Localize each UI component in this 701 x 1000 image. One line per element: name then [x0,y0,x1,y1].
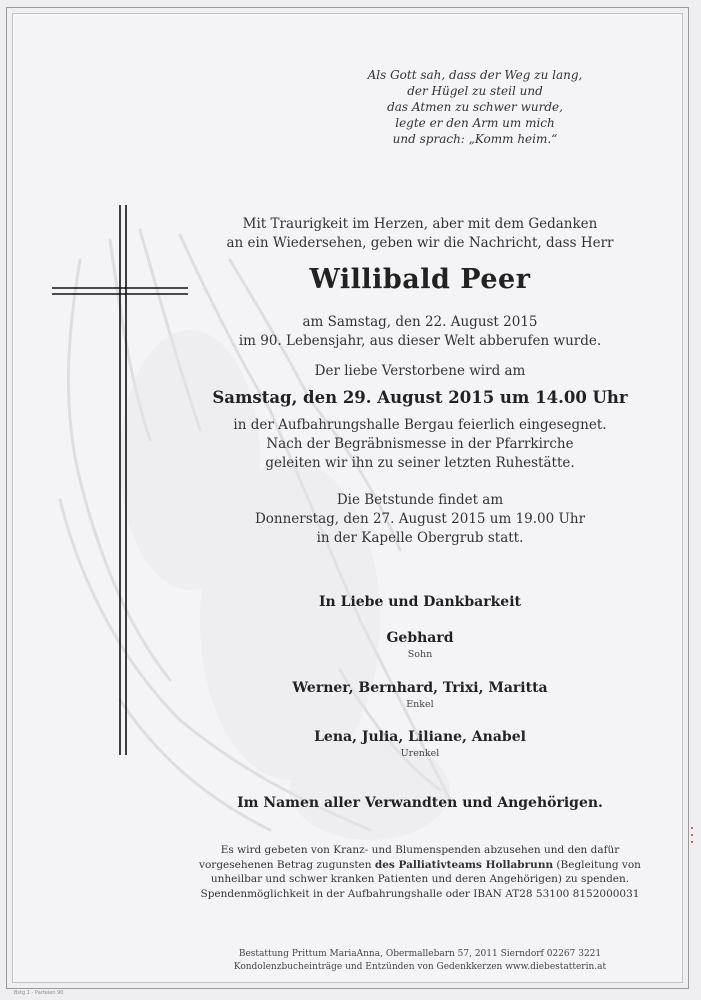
undertaker-footer [180,948,660,974]
donation-recipient: des Palliativteams Hollabrunn [374,858,554,871]
donation-note [180,843,660,901]
prayer-info [180,491,660,548]
mourner-relation: Urenkel [400,748,440,759]
intro-line: an ein Wiedersehen, geben wir die Nachricht, dass Herr [226,235,614,251]
undertaker-address: Bestattung Prittum MariaAnna, Obermallebarn 57, 2011 Sierndorf 02267 3221 [238,949,602,959]
donation-iban-line: Spendenmöglichkeit in der Aufbahrungshalle oder IBAN AT28 53100 8152000031 [200,887,640,900]
intro-text [180,215,660,253]
closing-line: Im Namen aller Verwandten und Angehörigen. [237,795,603,811]
death-age-line: im 90. Lebensjahr, aus dieser Welt abberufen wurde. [238,333,602,349]
donation-line: unheilbar und schwer kranken Patienten und deren Angehörigen) zu spenden. [210,873,630,885]
mourners-heading: In Liebe und Dankbarkeit [319,594,521,610]
print-mark: Bstg 1 - Parteien 90 [14,990,64,996]
mourner-relation: Enkel [406,699,434,710]
prayer-line: Die Betstunde findet am [336,492,504,508]
mourner-names: Gebhard [386,630,454,646]
poem-line: und sprach: „Komm heim.“ [392,132,558,146]
funeral-lead: Der liebe Verstorbene wird am [314,363,526,379]
poem-line: Als Gott sah, dass der Weg zu lang, [367,68,583,82]
poem-line: das Atmen zu schwer wurde, [387,100,563,114]
death-date-line: am Samstag, den 22. August 2015 [302,314,538,330]
poem [330,67,620,147]
funeral-line: Nach der Begräbnismesse in der Pfarrkirche [266,436,574,452]
donation-text: vorgesehenen Betrag zugunsten [199,858,375,871]
funeral-details [180,416,660,473]
edge-dots [690,825,694,845]
mourner-names: Lena, Julia, Liliane, Anabel [314,729,526,745]
funeral-date: Samstag, den 29. August 2015 um 14.00 Uhr [212,388,628,407]
donation-line [180,858,660,873]
funeral-line: in der Aufbahrungshalle Bergau feierlich eingesegnet. [233,417,607,433]
mourner-relation: Sohn [407,649,433,660]
deceased-name: Willibald Peer [309,264,531,295]
funeral-line: geleiten wir ihn zu seiner letzten Ruhestätte. [265,455,575,471]
prayer-line: in der Kapelle Obergrub statt. [316,530,524,546]
mourner-names: Werner, Bernhard, Trixi, Maritta [292,680,548,696]
donation-text: (Begleitung von [553,858,641,871]
poem-line: der Hügel zu steil und [407,84,543,98]
death-info [180,313,660,351]
donation-line: Es wird gebeten von Kranz- und Blumenspenden abzusehen und den dafür [220,844,620,856]
cross-icon [50,205,190,755]
prayer-line: Donnerstag, den 27. August 2015 um 19.00 Uhr [254,511,586,527]
poem-line: legte er den Arm um mich [395,116,555,130]
intro-line: Mit Traurigkeit im Herzen, aber mit dem Gedanken [242,216,598,232]
condolence-info: Kondolenzbucheinträge und Entzünden von Gedenkkerzen www.diebestatterin.at [233,962,607,972]
